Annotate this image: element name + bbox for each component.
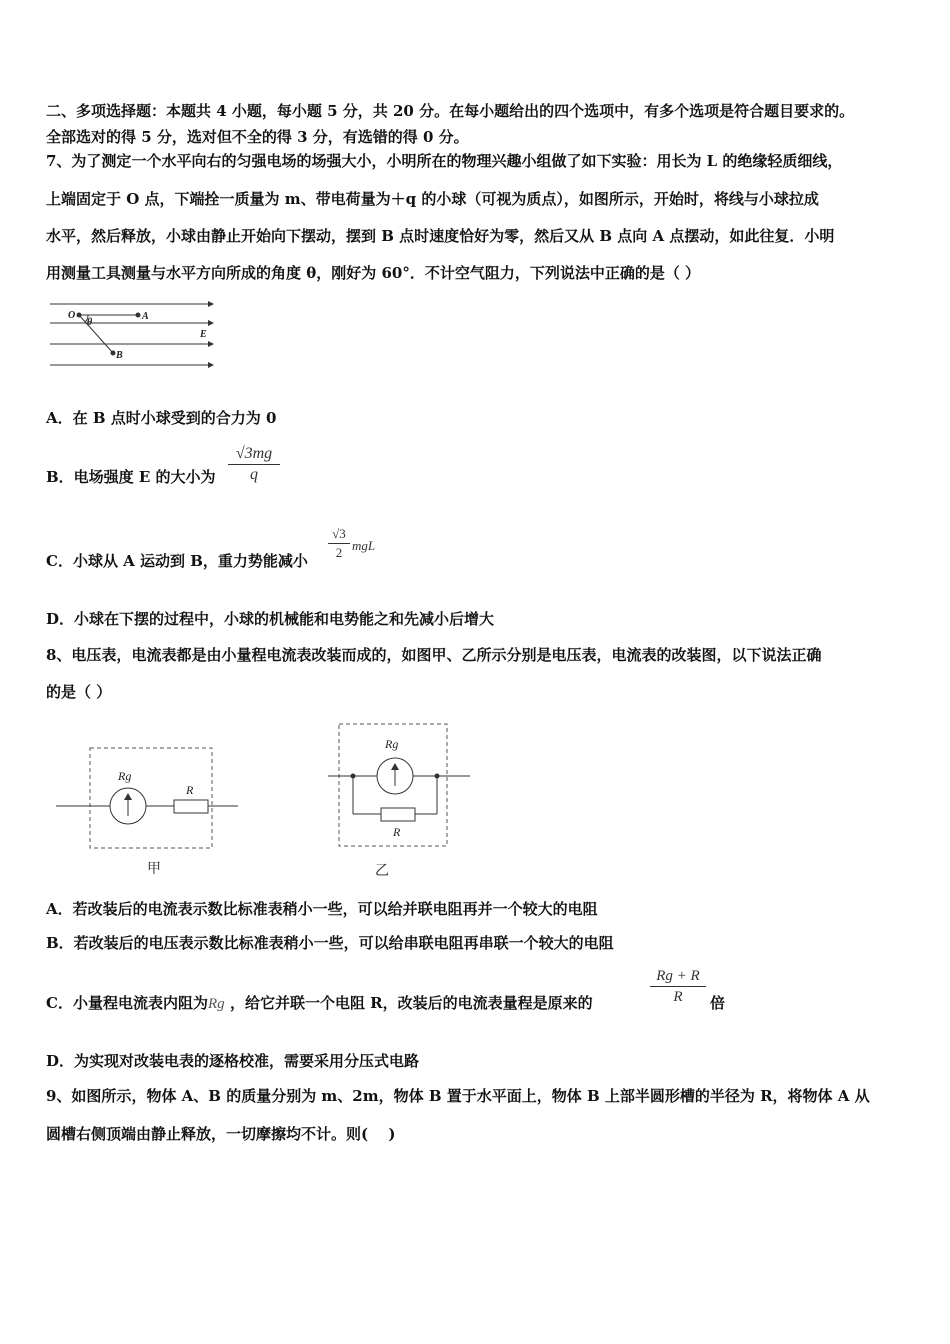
label-rg: Rg: [118, 769, 132, 783]
q7-field-figure: [46, 298, 216, 372]
q8-option-c-prefix: C．小量程电流表内阻为: [46, 994, 208, 1012]
q7-stem-line-1: 7、为了测定一个水平向右的匀强电场的场强大小，小明所在的物理兴趣小组做了如下实验：用长为 L 的绝缘轻质细线，: [46, 152, 843, 170]
label-r: R: [186, 783, 194, 797]
q7-option-c-fraction: [328, 525, 350, 562]
fraction-denominator: R: [673, 989, 683, 1005]
q7-option-c: C．小球从 A 运动到 B，重力势能减小: [46, 552, 308, 570]
fraction-numerator: √3mg: [235, 445, 273, 462]
q8-option-c-rg: Rg: [207, 996, 225, 1012]
caption-jia: 甲: [147, 862, 161, 877]
caption-yi: 乙: [375, 864, 389, 879]
q8-option-b: B．若改装后的电压表示数比标准表稍小一些，可以给串联电阻再串联一个较大的电阻: [46, 934, 614, 952]
q7-option-a: A．在 B 点时小球受到的合力为 0: [46, 409, 277, 427]
q9-stem-line-2: 圆槽右侧顶端由静止释放，一切摩擦均不计。则( ): [46, 1125, 396, 1143]
label-e: E: [200, 329, 207, 340]
fraction-denominator: 2: [335, 545, 343, 560]
section-title: 二、多项选择题：本题共 4 小题，每小题 5 分，共 20 分。在每小题给出的四个选项中，有多个选项是符合题目要求的。: [46, 102, 855, 120]
fraction-numerator: √3: [332, 526, 346, 541]
label-rg: Rg: [385, 737, 399, 751]
label-o: O: [68, 310, 76, 321]
q8-option-d: D．为实现对改装电表的逐格校准，需要采用分压式电路: [46, 1052, 420, 1070]
q7-option-b: B．电场强度 E 的大小为: [46, 468, 216, 486]
q8-stem-line-2: 的是（ ）: [46, 683, 112, 701]
label-r: R: [393, 825, 401, 839]
q8-figure-jia: [52, 740, 242, 880]
q7-stem-line-4: 用测量工具测量与水平方向所成的角度 θ，刚好为 60°．不计空气阻力，下列说法中正确的是（ ）: [46, 264, 701, 282]
label-a: A: [142, 311, 149, 322]
q8-option-a: A．若改装后的电流表示数比标准表稍小一些，可以给并联电阻再并一个较大的电阻: [46, 900, 598, 918]
q7-stem-line-2: 上端固定于 O 点，下端拴一质量为 m、带电荷量为＋q 的小球（可视为质点），如图所示，开始时，将线与小球拉成: [46, 190, 819, 208]
q8-option-c-suffix: 倍: [710, 994, 726, 1012]
q9-stem-line-1: 9、如图所示，物体 A、B 的质量分别为 m、2m，物体 B 置于水平面上，物体 B 上部半圆形槽的半径为 R，将物体 A 从: [46, 1087, 870, 1105]
q7-stem-line-3: 水平，然后释放，小球由静止开始向下摆动，摆到 B 点时速度恰好为零，然后又从 B 点向 A 点摆动，如此往复．小明: [46, 227, 835, 245]
q8-option-c: [46, 993, 593, 1014]
q7-option-c-tail: mgL: [352, 538, 376, 553]
q8-stem-line-1: 8、电压表，电流表都是由小量程电流表改装而成的，如图甲、乙所示分别是电压表，电流表的改装图，以下说法正确: [46, 646, 822, 664]
fraction-denominator: q: [250, 466, 258, 483]
section-scoring: 全部选对的得 5 分，选对但不全的得 3 分，有选错的得 0 分。: [46, 128, 469, 146]
label-theta: θ: [87, 317, 93, 328]
fraction-numerator: Rg + R: [656, 968, 700, 984]
q8-figure-yi: [325, 718, 475, 882]
q7-option-d: D．小球在下摆的过程中，小球的机械能和电势能之和先减小后增大: [46, 610, 495, 628]
q7-option-b-fraction: [228, 444, 280, 485]
q8-option-c-middle: ，给它并联一个电阻 R，改装后的电流表量程是原来的: [229, 994, 593, 1012]
label-b: B: [116, 350, 123, 361]
q8-option-c-fraction: [650, 966, 706, 1007]
